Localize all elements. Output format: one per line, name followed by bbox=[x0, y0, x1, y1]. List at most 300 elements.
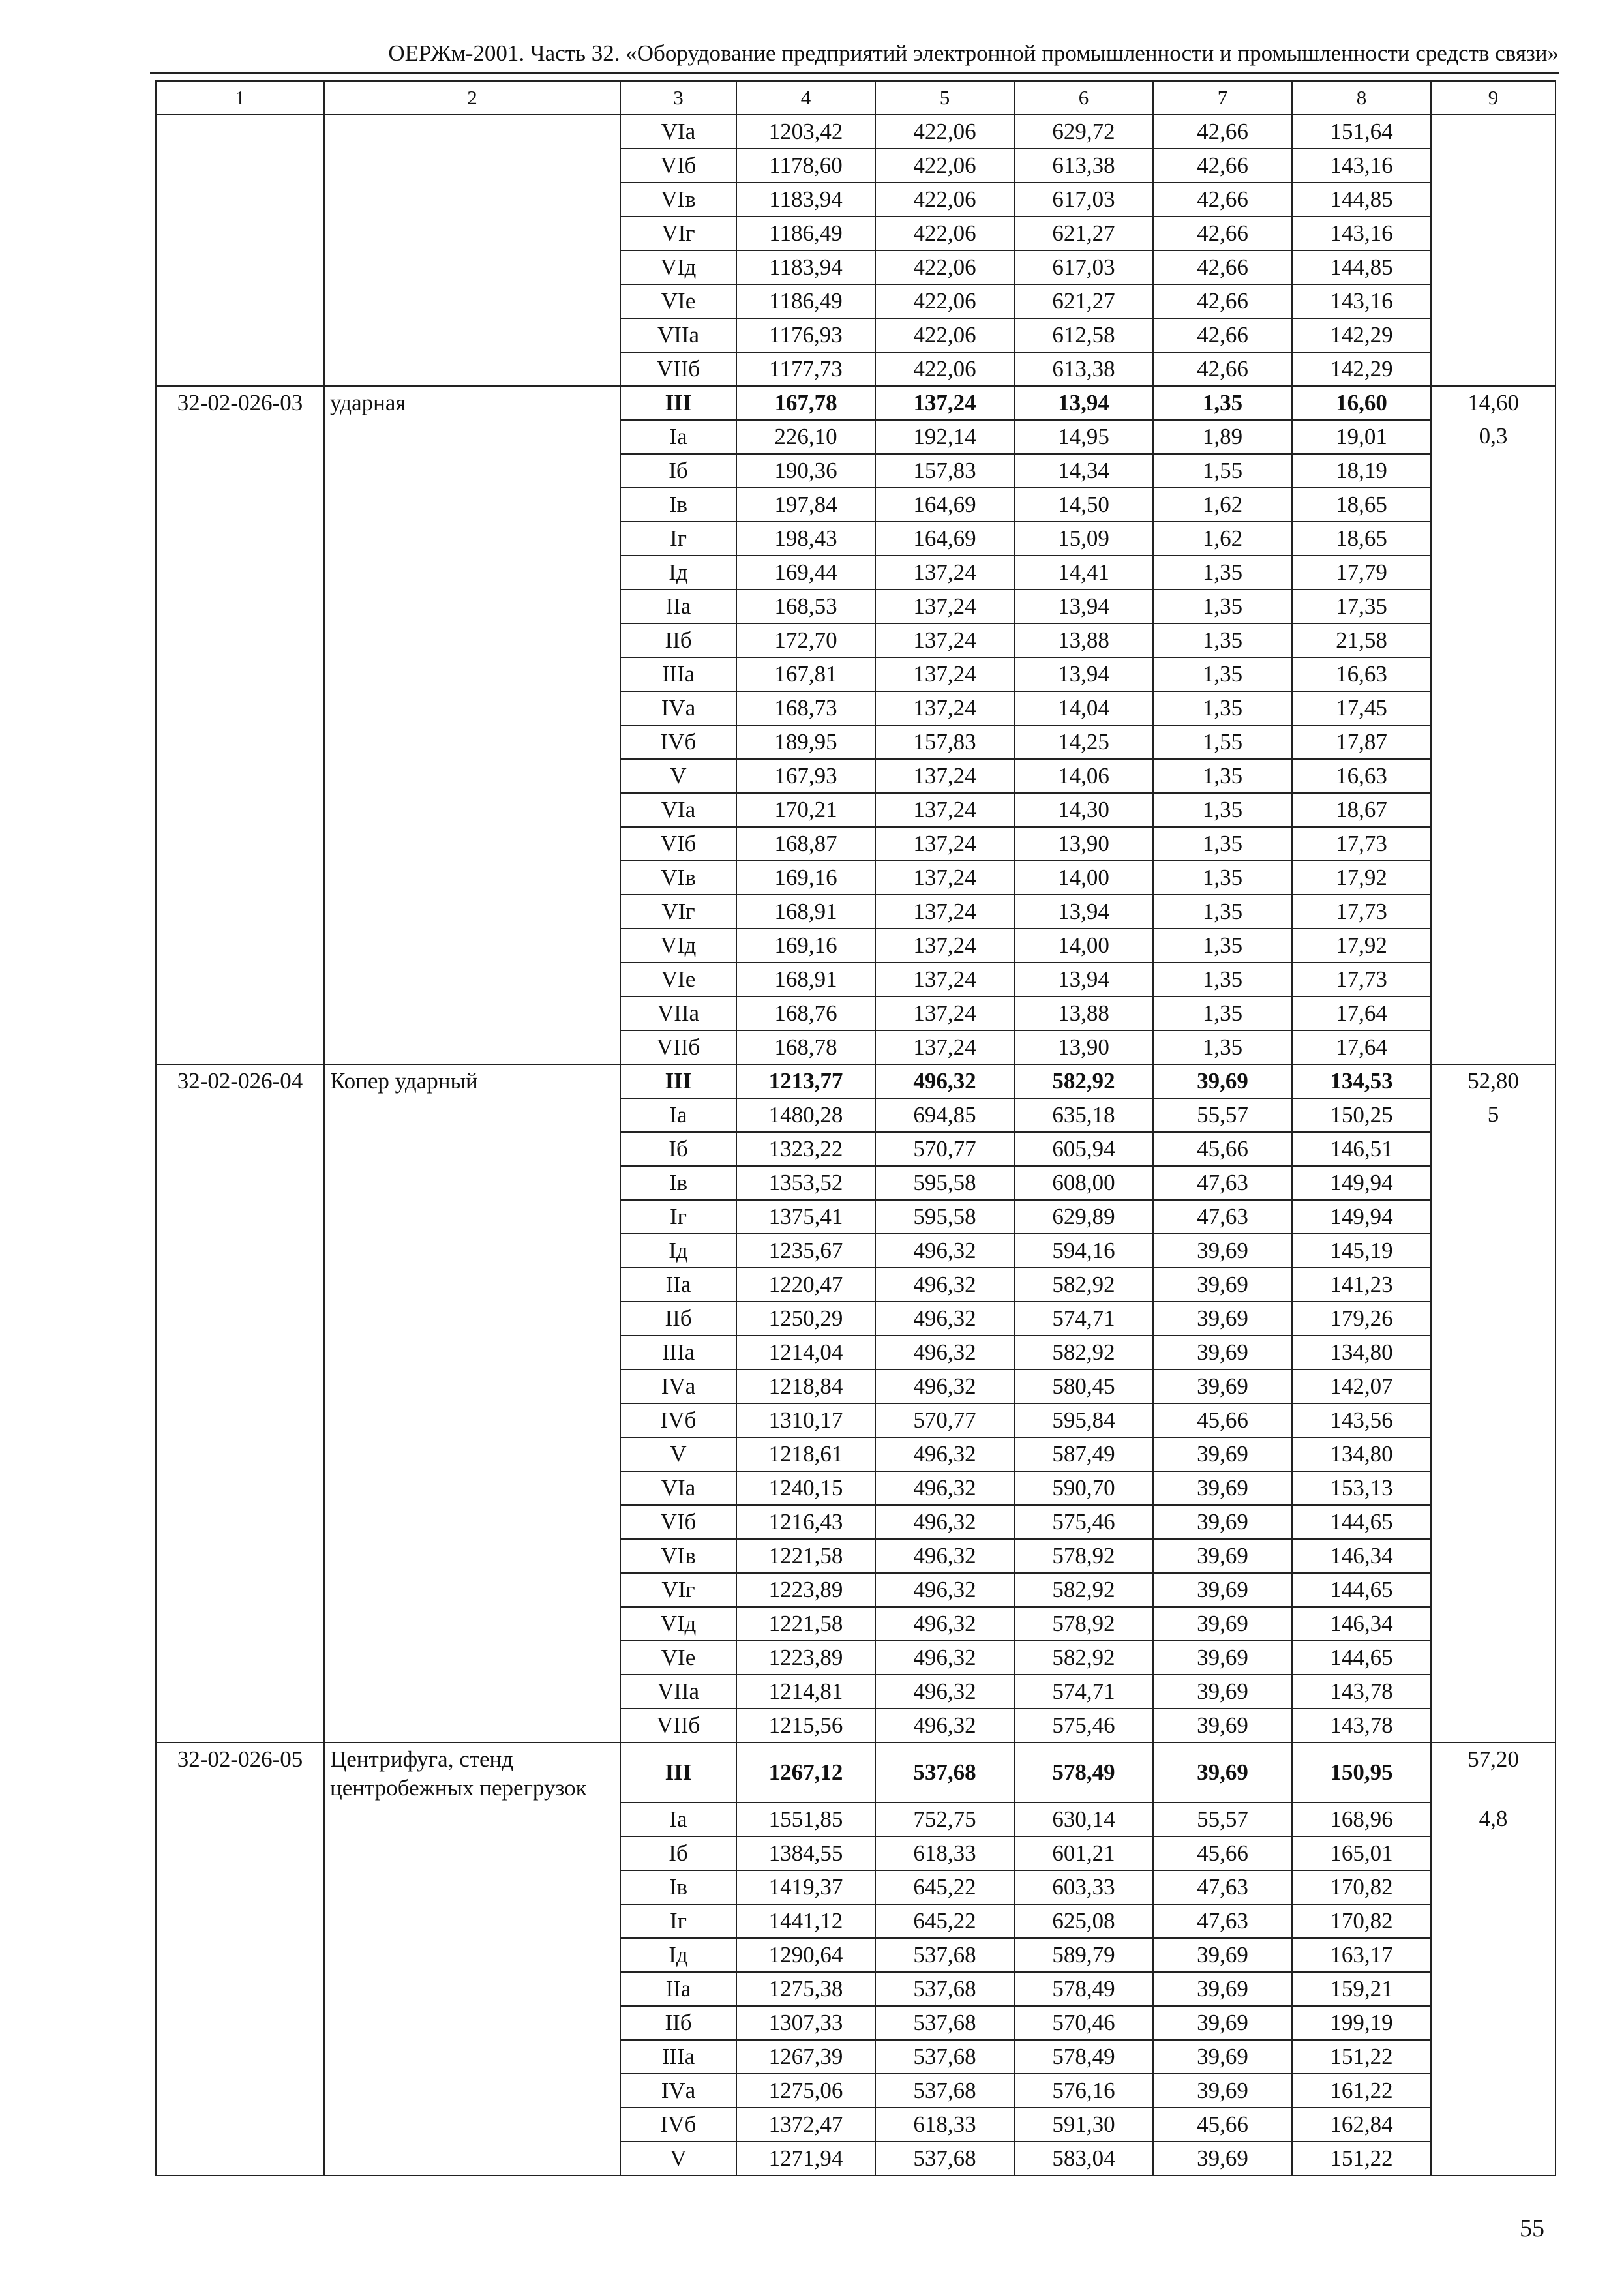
value-cell: 1215,56 bbox=[736, 1709, 875, 1743]
rate-code-cell bbox=[156, 1369, 324, 1403]
table-row bbox=[156, 2040, 1556, 2074]
value-cell: 39,69 bbox=[1153, 1938, 1292, 1972]
table-row bbox=[156, 861, 1556, 895]
value-cell: 1551,85 bbox=[736, 1803, 875, 1836]
table-row bbox=[156, 1803, 1556, 1836]
value-cell: 45,66 bbox=[1153, 1132, 1292, 1166]
class-cell: Iв bbox=[620, 488, 736, 522]
table-row bbox=[156, 1904, 1556, 1938]
table-row bbox=[156, 1098, 1556, 1132]
extra-cell: 57,20 bbox=[1431, 1743, 1556, 1803]
value-cell: 162,84 bbox=[1292, 2108, 1431, 2142]
table-row bbox=[156, 420, 1556, 454]
equipment-name-cell bbox=[324, 1675, 620, 1709]
value-cell: 496,32 bbox=[875, 1471, 1014, 1505]
class-cell: VIб bbox=[620, 827, 736, 861]
value-cell: 39,69 bbox=[1153, 1709, 1292, 1743]
class-cell: Iд bbox=[620, 556, 736, 590]
table-row bbox=[156, 284, 1556, 318]
equipment-name-cell bbox=[324, 1607, 620, 1641]
value-cell: 1,62 bbox=[1153, 488, 1292, 522]
table-row bbox=[156, 1166, 1556, 1200]
value-cell: 42,66 bbox=[1153, 183, 1292, 217]
value-cell: 39,69 bbox=[1153, 1607, 1292, 1641]
rate-code-cell bbox=[156, 454, 324, 488]
value-cell: 594,16 bbox=[1014, 1234, 1153, 1268]
equipment-name-cell bbox=[324, 929, 620, 963]
class-cell: Iб bbox=[620, 1132, 736, 1166]
class-cell: VIе bbox=[620, 284, 736, 318]
value-cell: 39,69 bbox=[1153, 1471, 1292, 1505]
value-cell: 1,35 bbox=[1153, 386, 1292, 420]
class-cell: VIIа bbox=[620, 1675, 736, 1709]
rate-code-cell bbox=[156, 759, 324, 793]
value-cell: 537,68 bbox=[875, 2040, 1014, 2074]
table-row bbox=[156, 963, 1556, 996]
value-cell: 496,32 bbox=[875, 1064, 1014, 1098]
value-cell: 537,68 bbox=[875, 1938, 1014, 1972]
table-row bbox=[156, 623, 1556, 657]
value-cell: 1384,55 bbox=[736, 1836, 875, 1870]
value-cell: 496,32 bbox=[875, 1505, 1014, 1539]
class-cell: VIв bbox=[620, 861, 736, 895]
extra-cell bbox=[1431, 1403, 1556, 1437]
value-cell: 143,78 bbox=[1292, 1709, 1431, 1743]
class-cell: Iг bbox=[620, 1904, 736, 1938]
equipment-name-cell bbox=[324, 1505, 620, 1539]
value-cell: 13,90 bbox=[1014, 1030, 1153, 1064]
rate-code-cell bbox=[156, 1539, 324, 1573]
value-cell: 603,33 bbox=[1014, 1870, 1153, 1904]
class-cell: Iб bbox=[620, 1836, 736, 1870]
value-cell: 42,66 bbox=[1153, 217, 1292, 250]
extra-cell bbox=[1431, 1369, 1556, 1403]
equipment-name-cell bbox=[324, 2142, 620, 2176]
value-cell: 1,35 bbox=[1153, 895, 1292, 929]
value-cell: 1203,42 bbox=[736, 115, 875, 149]
value-cell: 199,19 bbox=[1292, 2006, 1431, 2040]
value-cell: 137,24 bbox=[875, 691, 1014, 725]
value-cell: 14,00 bbox=[1014, 861, 1153, 895]
class-cell: VIе bbox=[620, 963, 736, 996]
value-cell: 170,21 bbox=[736, 793, 875, 827]
value-cell: 143,56 bbox=[1292, 1403, 1431, 1437]
header-rule bbox=[150, 72, 1559, 74]
extra-cell bbox=[1431, 1607, 1556, 1641]
rate-code-cell bbox=[156, 522, 324, 556]
rate-code-cell bbox=[156, 1098, 324, 1132]
extra-cell bbox=[1431, 115, 1556, 149]
table-row bbox=[156, 895, 1556, 929]
extra-cell bbox=[1431, 1471, 1556, 1505]
equipment-name-cell bbox=[324, 2040, 620, 2074]
extra-cell bbox=[1431, 318, 1556, 352]
value-cell: 55,57 bbox=[1153, 1098, 1292, 1132]
equipment-name-cell bbox=[324, 217, 620, 250]
extra-cell bbox=[1431, 623, 1556, 657]
rate-code-cell bbox=[156, 793, 324, 827]
table-row bbox=[156, 1675, 1556, 1709]
value-cell: 1,35 bbox=[1153, 963, 1292, 996]
table-row bbox=[156, 1302, 1556, 1336]
value-cell: 42,66 bbox=[1153, 250, 1292, 284]
value-cell: 141,23 bbox=[1292, 1268, 1431, 1302]
rate-code-cell bbox=[156, 1836, 324, 1870]
column-number: 1 bbox=[156, 81, 324, 115]
value-cell: 143,16 bbox=[1292, 284, 1431, 318]
value-cell: 42,66 bbox=[1153, 149, 1292, 183]
value-cell: 422,06 bbox=[875, 318, 1014, 352]
extra-cell bbox=[1431, 657, 1556, 691]
value-cell: 496,32 bbox=[875, 1607, 1014, 1641]
value-cell: 149,94 bbox=[1292, 1200, 1431, 1234]
rate-code-cell bbox=[156, 1166, 324, 1200]
equipment-name-cell bbox=[324, 895, 620, 929]
value-cell: 574,71 bbox=[1014, 1675, 1153, 1709]
rate-code-cell: 32-02-026-05 bbox=[156, 1743, 324, 1803]
table-row bbox=[156, 1938, 1556, 1972]
value-cell: 590,70 bbox=[1014, 1471, 1153, 1505]
value-cell: 595,58 bbox=[875, 1200, 1014, 1234]
class-cell: V bbox=[620, 1437, 736, 1471]
rate-code-cell bbox=[156, 1403, 324, 1437]
value-cell: 39,69 bbox=[1153, 1302, 1292, 1336]
value-cell: 137,24 bbox=[875, 895, 1014, 929]
equipment-name-cell bbox=[324, 250, 620, 284]
value-cell: 47,63 bbox=[1153, 1166, 1292, 1200]
table-row bbox=[156, 488, 1556, 522]
value-cell: 1214,04 bbox=[736, 1336, 875, 1369]
value-cell: 1235,67 bbox=[736, 1234, 875, 1268]
value-cell: 150,95 bbox=[1292, 1743, 1431, 1803]
extra-cell bbox=[1431, 1302, 1556, 1336]
class-cell: VIб bbox=[620, 149, 736, 183]
equipment-name-cell bbox=[324, 963, 620, 996]
value-cell: 496,32 bbox=[875, 1369, 1014, 1403]
column-number: 5 bbox=[875, 81, 1014, 115]
table-row bbox=[156, 1030, 1556, 1064]
value-cell: 45,66 bbox=[1153, 1403, 1292, 1437]
value-cell: 45,66 bbox=[1153, 2108, 1292, 2142]
rate-code-cell bbox=[156, 556, 324, 590]
equipment-name-cell bbox=[324, 1166, 620, 1200]
value-cell: 14,04 bbox=[1014, 691, 1153, 725]
equipment-name-cell bbox=[324, 420, 620, 454]
value-cell: 422,06 bbox=[875, 250, 1014, 284]
value-cell: 134,80 bbox=[1292, 1437, 1431, 1471]
extra-cell bbox=[1431, 217, 1556, 250]
extra-cell: 52,80 bbox=[1431, 1064, 1556, 1098]
value-cell: 144,85 bbox=[1292, 250, 1431, 284]
rate-code-cell: 32-02-026-04 bbox=[156, 1064, 324, 1098]
value-cell: 605,94 bbox=[1014, 1132, 1153, 1166]
value-cell: 601,21 bbox=[1014, 1836, 1153, 1870]
table-row bbox=[156, 725, 1556, 759]
page-header: ОЕРЖм-2001. Часть 32. «Оборудование предприятий электронной промышленности и промышленности средств связи» bbox=[388, 40, 1559, 66]
value-cell: 580,45 bbox=[1014, 1369, 1153, 1403]
equipment-name-cell bbox=[324, 149, 620, 183]
value-cell: 167,78 bbox=[736, 386, 875, 420]
value-cell: 163,17 bbox=[1292, 1938, 1431, 1972]
rate-code-cell bbox=[156, 1904, 324, 1938]
extra-cell bbox=[1431, 352, 1556, 386]
extra-cell bbox=[1431, 1904, 1556, 1938]
value-cell: 14,34 bbox=[1014, 454, 1153, 488]
value-cell: 1,35 bbox=[1153, 657, 1292, 691]
rate-code-cell bbox=[156, 318, 324, 352]
value-cell: 1250,29 bbox=[736, 1302, 875, 1336]
rate-code-cell bbox=[156, 1675, 324, 1709]
table-row bbox=[156, 1836, 1556, 1870]
extra-cell bbox=[1431, 1641, 1556, 1675]
value-cell: 137,24 bbox=[875, 827, 1014, 861]
value-cell: 578,92 bbox=[1014, 1607, 1153, 1641]
value-cell: 144,65 bbox=[1292, 1641, 1431, 1675]
value-cell: 1310,17 bbox=[736, 1403, 875, 1437]
table-row bbox=[156, 1972, 1556, 2006]
value-cell: 694,85 bbox=[875, 1098, 1014, 1132]
class-cell: Iв bbox=[620, 1870, 736, 1904]
value-cell: 169,44 bbox=[736, 556, 875, 590]
table-row bbox=[156, 1369, 1556, 1403]
column-number: 2 bbox=[324, 81, 620, 115]
value-cell: 570,77 bbox=[875, 1132, 1014, 1166]
value-cell: 496,32 bbox=[875, 1675, 1014, 1709]
extra-cell bbox=[1431, 793, 1556, 827]
rate-code-cell bbox=[156, 1200, 324, 1234]
value-cell: 1275,06 bbox=[736, 2074, 875, 2108]
value-cell: 496,32 bbox=[875, 1437, 1014, 1471]
equipment-name-cell bbox=[324, 1302, 620, 1336]
rate-code-cell bbox=[156, 590, 324, 623]
value-cell: 1,35 bbox=[1153, 759, 1292, 793]
equipment-name-cell bbox=[324, 284, 620, 318]
table-row bbox=[156, 250, 1556, 284]
value-cell: 618,33 bbox=[875, 1836, 1014, 1870]
value-cell: 629,89 bbox=[1014, 1200, 1153, 1234]
value-cell: 496,32 bbox=[875, 1302, 1014, 1336]
value-cell: 625,08 bbox=[1014, 1904, 1153, 1938]
class-cell: VIг bbox=[620, 217, 736, 250]
class-cell: VIв bbox=[620, 1539, 736, 1573]
value-cell: 39,69 bbox=[1153, 1336, 1292, 1369]
value-cell: 576,16 bbox=[1014, 2074, 1153, 2108]
table-row bbox=[156, 1234, 1556, 1268]
value-cell: 422,06 bbox=[875, 284, 1014, 318]
value-cell: 157,83 bbox=[875, 725, 1014, 759]
class-cell: Iг bbox=[620, 522, 736, 556]
class-cell: Iд bbox=[620, 1938, 736, 1972]
extra-cell: 4,8 bbox=[1431, 1803, 1556, 1836]
rate-code-cell bbox=[156, 691, 324, 725]
class-cell: VIд bbox=[620, 929, 736, 963]
extra-cell bbox=[1431, 1336, 1556, 1369]
value-cell: 591,30 bbox=[1014, 2108, 1153, 2142]
value-cell: 17,73 bbox=[1292, 963, 1431, 996]
extra-cell: 5 bbox=[1431, 1098, 1556, 1132]
value-cell: 226,10 bbox=[736, 420, 875, 454]
equipment-name-cell bbox=[324, 1030, 620, 1064]
class-cell: IIа bbox=[620, 1972, 736, 2006]
value-cell: 1186,49 bbox=[736, 284, 875, 318]
value-cell: 496,32 bbox=[875, 1573, 1014, 1607]
value-cell: 47,63 bbox=[1153, 1200, 1292, 1234]
value-cell: 14,06 bbox=[1014, 759, 1153, 793]
value-cell: 55,57 bbox=[1153, 1803, 1292, 1836]
column-number: 9 bbox=[1431, 81, 1556, 115]
value-cell: 137,24 bbox=[875, 793, 1014, 827]
value-cell: 137,24 bbox=[875, 759, 1014, 793]
class-cell: Iг bbox=[620, 1200, 736, 1234]
equipment-name-cell bbox=[324, 759, 620, 793]
extra-cell bbox=[1431, 1437, 1556, 1471]
value-cell: 1323,22 bbox=[736, 1132, 875, 1166]
class-cell: VIг bbox=[620, 895, 736, 929]
value-cell: 134,80 bbox=[1292, 1336, 1431, 1369]
equipment-name-cell bbox=[324, 691, 620, 725]
value-cell: 144,65 bbox=[1292, 1505, 1431, 1539]
equipment-name-cell bbox=[324, 522, 620, 556]
value-cell: 1,35 bbox=[1153, 590, 1292, 623]
value-cell: 578,49 bbox=[1014, 1972, 1153, 2006]
value-cell: 142,29 bbox=[1292, 318, 1431, 352]
value-cell: 422,06 bbox=[875, 352, 1014, 386]
value-cell: 612,58 bbox=[1014, 318, 1153, 352]
value-cell: 589,79 bbox=[1014, 1938, 1153, 1972]
class-cell: III bbox=[620, 1743, 736, 1803]
rate-code-cell bbox=[156, 2108, 324, 2142]
equipment-name-cell bbox=[324, 623, 620, 657]
value-cell: 1223,89 bbox=[736, 1641, 875, 1675]
rate-code-cell bbox=[156, 217, 324, 250]
equipment-name-cell bbox=[324, 1369, 620, 1403]
value-cell: 144,85 bbox=[1292, 183, 1431, 217]
value-cell: 13,94 bbox=[1014, 895, 1153, 929]
class-cell: IIIа bbox=[620, 2040, 736, 2074]
table-row bbox=[156, 115, 1556, 149]
value-cell: 13,94 bbox=[1014, 657, 1153, 691]
rate-code-cell bbox=[156, 1938, 324, 1972]
value-cell: 621,27 bbox=[1014, 284, 1153, 318]
table-row bbox=[156, 1471, 1556, 1505]
rate-code-cell bbox=[156, 1302, 324, 1336]
value-cell: 146,34 bbox=[1292, 1539, 1431, 1573]
value-cell: 537,68 bbox=[875, 1972, 1014, 2006]
value-cell: 16,63 bbox=[1292, 657, 1431, 691]
value-cell: 1,35 bbox=[1153, 996, 1292, 1030]
value-cell: 137,24 bbox=[875, 556, 1014, 590]
value-cell: 172,70 bbox=[736, 623, 875, 657]
extra-cell bbox=[1431, 1539, 1556, 1573]
table-row bbox=[156, 183, 1556, 217]
class-cell: Iб bbox=[620, 454, 736, 488]
rate-code-cell bbox=[156, 623, 324, 657]
value-cell: 146,34 bbox=[1292, 1607, 1431, 1641]
equipment-name-cell: ударная bbox=[324, 386, 620, 420]
value-cell: 1372,47 bbox=[736, 2108, 875, 2142]
class-cell: IIа bbox=[620, 1268, 736, 1302]
extra-cell bbox=[1431, 691, 1556, 725]
column-number: 4 bbox=[736, 81, 875, 115]
equipment-name-cell bbox=[324, 318, 620, 352]
value-cell: 159,21 bbox=[1292, 1972, 1431, 2006]
value-cell: 13,88 bbox=[1014, 996, 1153, 1030]
value-cell: 595,58 bbox=[875, 1166, 1014, 1200]
rate-code-cell bbox=[156, 352, 324, 386]
class-cell: IIб bbox=[620, 1302, 736, 1336]
rate-code-cell bbox=[156, 2142, 324, 2176]
value-cell: 18,65 bbox=[1292, 522, 1431, 556]
value-cell: 164,69 bbox=[875, 488, 1014, 522]
table-row bbox=[156, 556, 1556, 590]
table-row bbox=[156, 657, 1556, 691]
class-cell: VIа bbox=[620, 1471, 736, 1505]
class-cell: VIд bbox=[620, 250, 736, 284]
value-cell: 578,92 bbox=[1014, 1539, 1153, 1573]
value-cell: 645,22 bbox=[875, 1904, 1014, 1938]
table-row bbox=[156, 1403, 1556, 1437]
value-cell: 17,92 bbox=[1292, 929, 1431, 963]
equipment-name-cell bbox=[324, 657, 620, 691]
value-cell: 137,24 bbox=[875, 963, 1014, 996]
extra-cell bbox=[1431, 929, 1556, 963]
rate-code-cell bbox=[156, 996, 324, 1030]
class-cell: IVа bbox=[620, 691, 736, 725]
value-cell: 42,66 bbox=[1153, 284, 1292, 318]
value-cell: 14,00 bbox=[1014, 929, 1153, 963]
value-cell: 14,41 bbox=[1014, 556, 1153, 590]
class-cell: Iа bbox=[620, 420, 736, 454]
extra-cell bbox=[1431, 149, 1556, 183]
value-cell: 496,32 bbox=[875, 1336, 1014, 1369]
value-cell: 1,35 bbox=[1153, 861, 1292, 895]
value-cell: 16,63 bbox=[1292, 759, 1431, 793]
value-cell: 1267,39 bbox=[736, 2040, 875, 2074]
value-cell: 537,68 bbox=[875, 1743, 1014, 1803]
value-cell: 14,25 bbox=[1014, 725, 1153, 759]
value-cell: 1,35 bbox=[1153, 556, 1292, 590]
table-row bbox=[156, 691, 1556, 725]
value-cell: 143,16 bbox=[1292, 217, 1431, 250]
value-cell: 168,76 bbox=[736, 996, 875, 1030]
equipment-name-cell bbox=[324, 1904, 620, 1938]
rate-code-cell bbox=[156, 1471, 324, 1505]
equipment-name-cell bbox=[324, 1938, 620, 1972]
value-cell: 1221,58 bbox=[736, 1607, 875, 1641]
rate-code-cell bbox=[156, 183, 324, 217]
value-cell: 14,30 bbox=[1014, 793, 1153, 827]
extra-cell bbox=[1431, 1573, 1556, 1607]
value-cell: 137,24 bbox=[875, 386, 1014, 420]
equipment-name-cell bbox=[324, 1803, 620, 1836]
extra-cell bbox=[1431, 1166, 1556, 1200]
rate-code-cell bbox=[156, 1641, 324, 1675]
value-cell: 1307,33 bbox=[736, 2006, 875, 2040]
class-cell: VIIб bbox=[620, 1030, 736, 1064]
table-row bbox=[156, 2142, 1556, 2176]
table-row bbox=[156, 454, 1556, 488]
extra-cell bbox=[1431, 2108, 1556, 2142]
equipment-name-cell bbox=[324, 1200, 620, 1234]
value-cell: 192,14 bbox=[875, 420, 1014, 454]
equipment-name-cell bbox=[324, 827, 620, 861]
rate-code-cell bbox=[156, 1505, 324, 1539]
value-cell: 582,92 bbox=[1014, 1573, 1153, 1607]
value-cell: 143,16 bbox=[1292, 149, 1431, 183]
table-row bbox=[156, 1641, 1556, 1675]
equipment-name-cell bbox=[324, 1132, 620, 1166]
rate-code-cell bbox=[156, 1573, 324, 1607]
